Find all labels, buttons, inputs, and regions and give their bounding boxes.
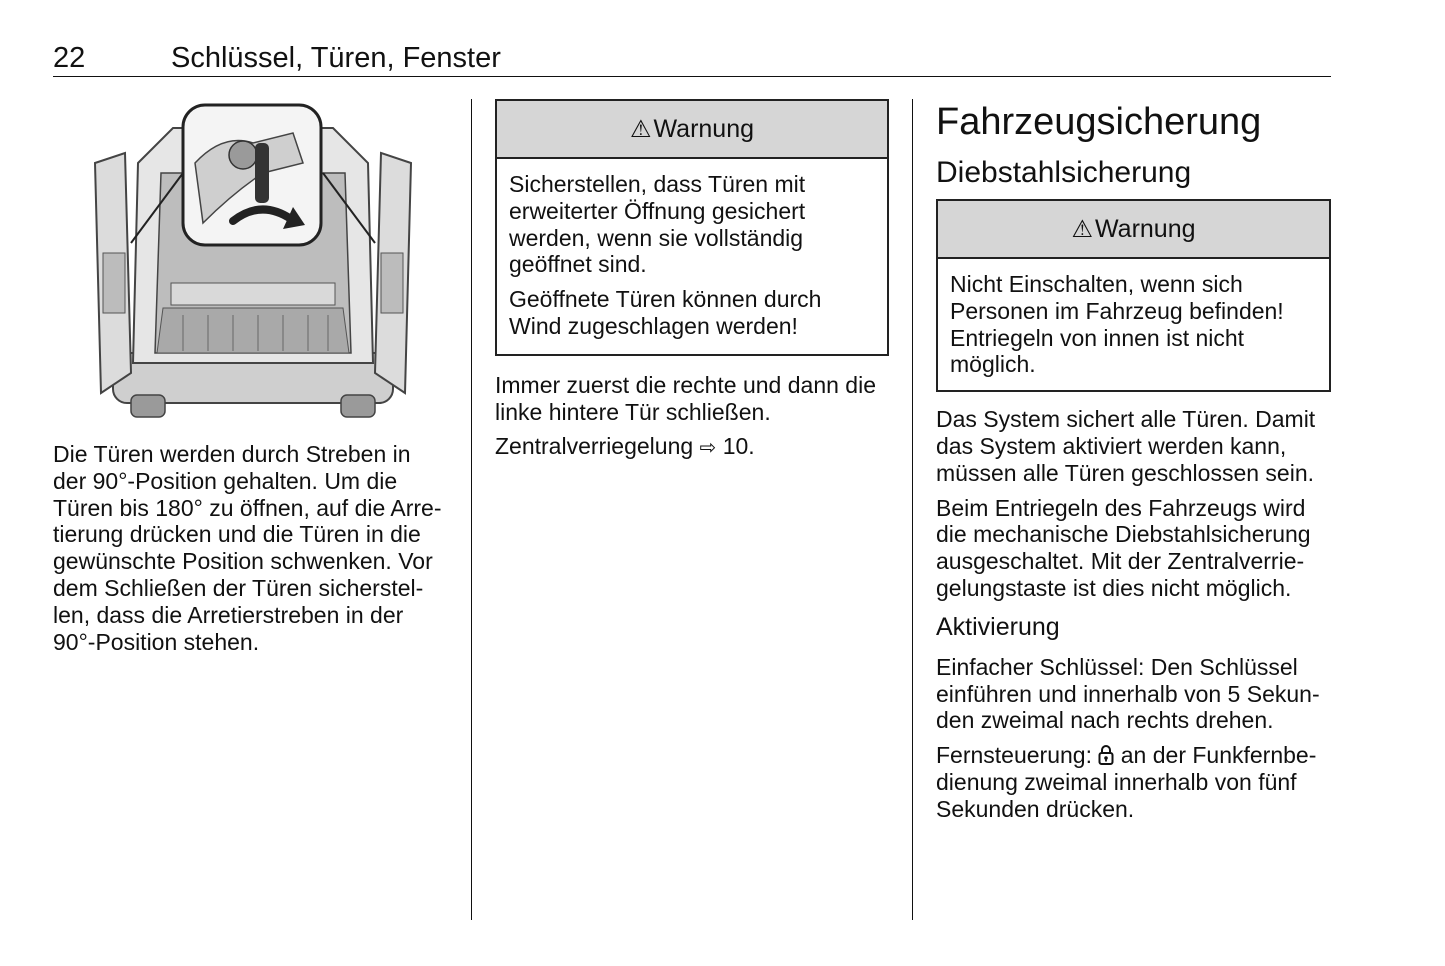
heading-fahrzeugsicherung: Fahrzeugsicherung <box>936 101 1262 143</box>
unlock-paragraph: Beim Entriegeln des Fahrzeugs wird die mechanische Diebstahlsicherung ausgeschaltet. Mit der Zentralverrie- gelungstaste ist dies nicht möglich. <box>936 494 1311 601</box>
heading-diebstahlsicherung: Diebstahlsicherung <box>936 156 1192 189</box>
column-1 <box>53 441 453 663</box>
warning-header <box>938 201 1329 259</box>
heading-aktivierung: Aktivierung <box>936 612 1060 641</box>
page-header <box>53 40 1331 77</box>
warning-text-2: Geöffnete Türen können durch Wind zugeschlagen werden! <box>509 286 822 339</box>
column-2 <box>495 99 891 469</box>
warning-box-antitheft <box>936 199 1331 392</box>
column-divider-2 <box>912 99 913 920</box>
warning-body <box>497 159 887 354</box>
simple-key-paragraph: Einfacher Schlüssel: Den Schlüssel einführen und innerhalb von 5 Sekun- den zweimal nach rechts drehen. <box>936 653 1320 734</box>
warning-text-1: Sicherstellen, dass Türen mit erweiterter Öffnung gesichert werden, wenn sie vollständig geöffnet sind. <box>509 171 806 278</box>
warning-box-doors <box>495 99 889 356</box>
warning-body <box>938 259 1329 390</box>
warning-title: Warnung <box>1095 214 1196 243</box>
van-rear-doors-figure <box>83 103 423 423</box>
reference-arrow-icon: ⇨ <box>699 435 717 460</box>
closing-order-paragraph: Immer zuerst die rechte und dann die linke hintere Tür schließen. <box>495 371 876 425</box>
warning-text: Nicht Einschalten, wenn sich Personen im Fahrzeug befinden! Entriegeln von innen ist nicht möglich. <box>950 271 1284 378</box>
page-number: 22 <box>53 42 86 74</box>
column-divider-1 <box>471 99 472 920</box>
door-strut-paragraph: Die Türen werden durch Streben in der 90°-Position gehalten. Um die Türen bis 180° zu öffnen, auf die Arre- tierung drücken und die Türen in die gewünschte Position schwenken. Vor dem Schließen der Türen sicherstel- len, dass die Arretierstreben in der 90°-Position stehen. <box>53 441 442 655</box>
warning-title: Warnung <box>653 114 755 143</box>
section-title: Schlüssel, Türen, Fenster <box>171 42 501 74</box>
padlock-icon <box>1098 744 1114 766</box>
central-locking-reference: Zentralverriegelung ⇨ 10. <box>495 433 755 460</box>
warning-triangle-icon: ⚠ <box>1071 215 1093 243</box>
system-paragraph: Das System sichert alle Türen. Damit das System aktiviert werden kann, müssen alle Türen geschlossen sein. <box>936 406 1316 486</box>
remote-control-paragraph: Fernsteuerung: an der Funkfernbe- dienung zweimal innerhalb von fünf Sekunden drücken. <box>936 742 1317 822</box>
column-3 <box>936 99 1332 831</box>
warning-triangle-icon: ⚠ <box>629 115 652 143</box>
warning-header <box>497 101 887 159</box>
